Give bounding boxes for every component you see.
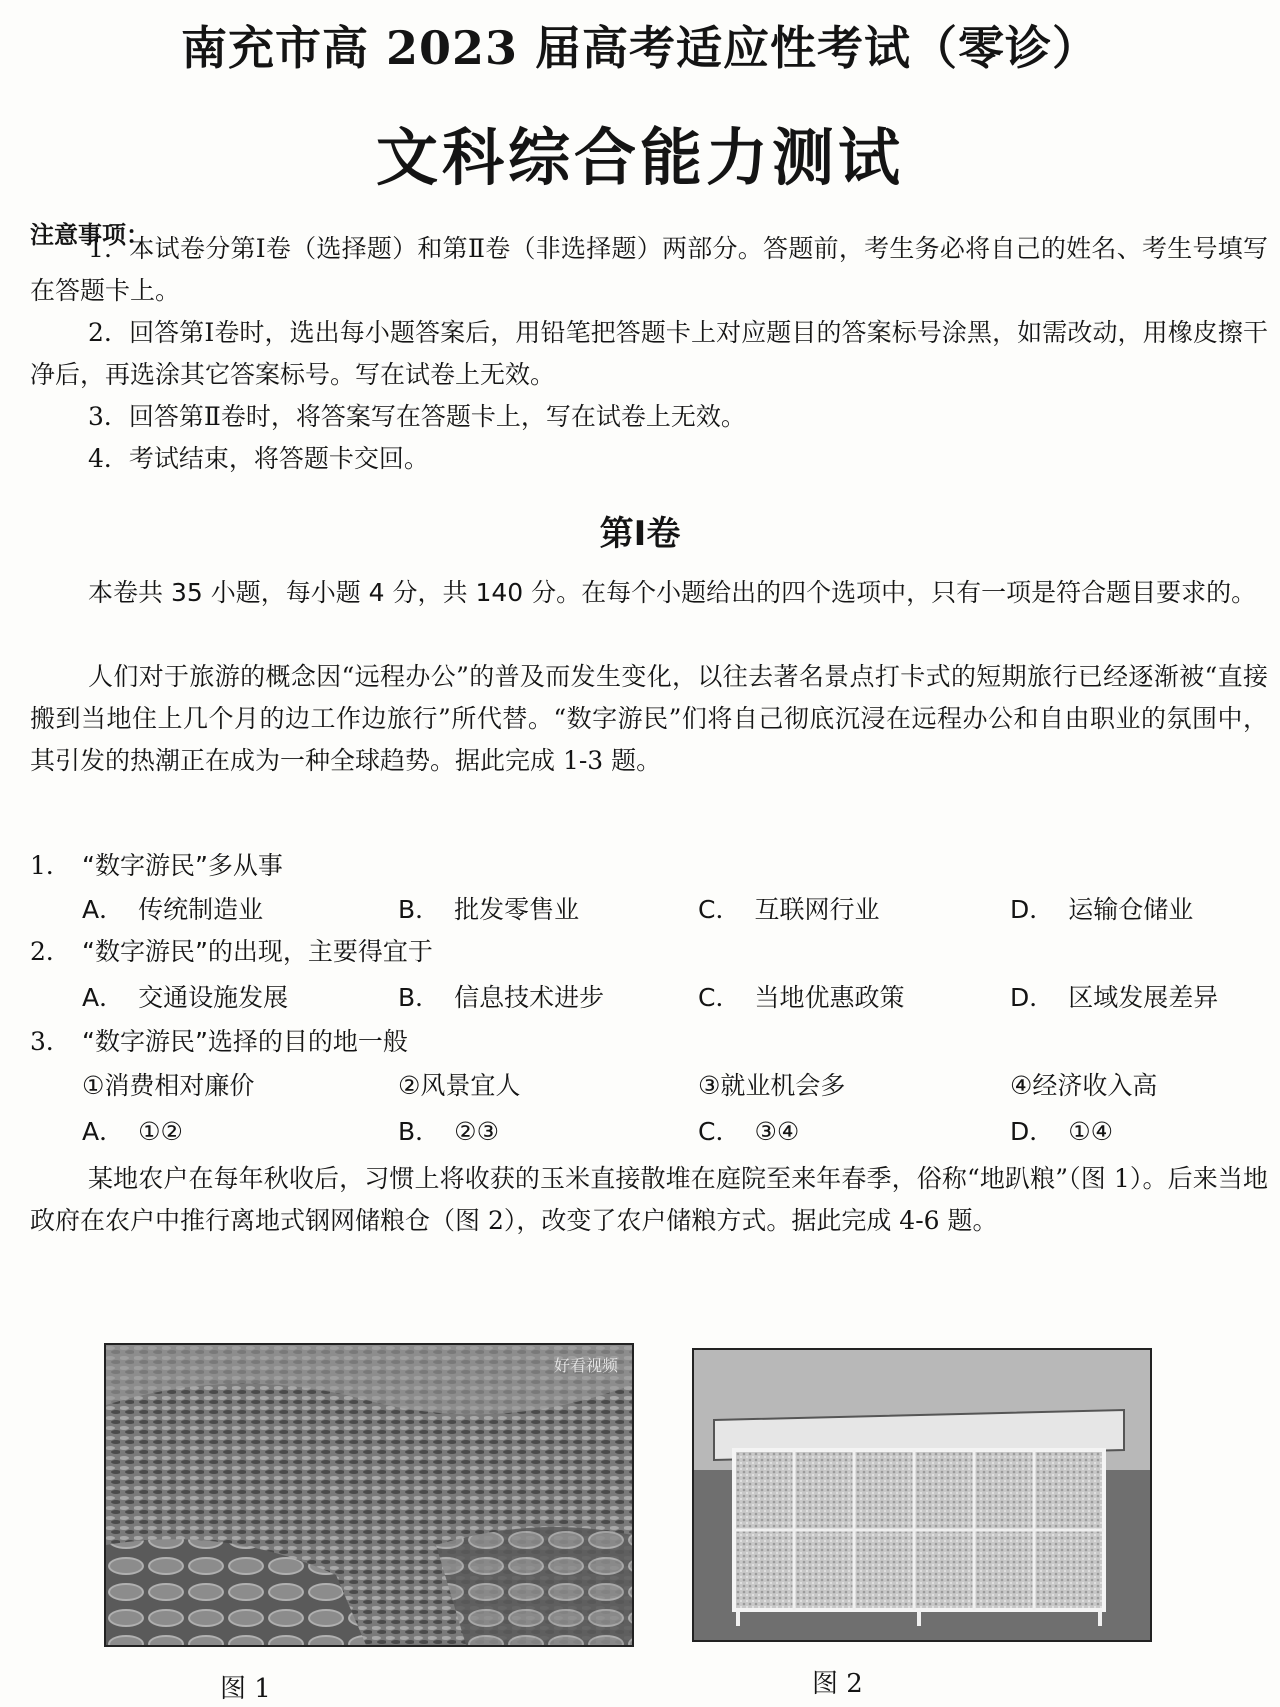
question-stem: “数字游民”多从事 xyxy=(82,851,283,880)
option-text: ①② xyxy=(138,1117,183,1146)
section-intro: 本卷共 35 小题，每小题 4 分，共 140 分。在每个小题给出的四个选项中，只有一项是符合题目要求的。 xyxy=(88,578,1257,607)
question-number: 3． xyxy=(30,1027,71,1056)
q3-choice-3: ③就业机会多 xyxy=(698,1071,846,1100)
question-number: 2． xyxy=(30,937,71,966)
figure-1-corn-pile-photo xyxy=(104,1343,634,1647)
q3-option-b[interactable] xyxy=(398,1112,499,1148)
notice-heading: 注意事项： xyxy=(30,221,150,249)
question-number: 1． xyxy=(30,851,71,880)
option-letter: A． xyxy=(82,983,125,1012)
option-letter: D． xyxy=(1010,895,1055,924)
q3-option-a[interactable] xyxy=(82,1112,183,1148)
option-letter: C． xyxy=(698,895,741,924)
section-title: 第Ⅰ卷 xyxy=(599,514,681,554)
option-letter: B． xyxy=(398,1117,441,1146)
exam-title: 南充市高 2023 届高考适应性考试（零诊） xyxy=(180,21,1100,75)
option-text: 传统制造业 xyxy=(138,895,264,924)
option-letter: A． xyxy=(82,895,125,924)
q3-choice-1: ①消费相对廉价 xyxy=(82,1071,255,1100)
option-text: 信息技术进步 xyxy=(454,983,605,1012)
option-letter: C． xyxy=(698,983,741,1012)
option-letter: D． xyxy=(1010,983,1055,1012)
q3-option-c[interactable] xyxy=(698,1112,799,1148)
q3-choice-2: ②风景宜人 xyxy=(398,1071,521,1100)
q1-option-b[interactable] xyxy=(398,890,579,926)
option-letter: B． xyxy=(398,895,441,924)
passage-1: 人们对于旅游的概念因“远程办公”的普及而发生变化，以往去著名景点打卡式的短期旅行已经逐渐被“直接搬到当地住上几个月的边工作边旅行”所代替。“数字游民”们将自己彻底沉浸在远程办公和自由职业的氛围中，其引发的热潮正在成为一种全球趋势。据此完成 1-3 题。 xyxy=(30,662,1268,775)
option-letter: C． xyxy=(698,1117,741,1146)
exam-subtitle: 文科综合能力测试 xyxy=(375,121,904,194)
passage-2: 某地农户在每年秋收后，习惯上将收获的玉米直接散堆在庭院至来年春季，俗称“地趴粮”（图 1）。后来当地政府在农户中推行离地式钢网储粮仓（图 2），改变了农户储粮方式。据此完成 4-6 题。 xyxy=(30,1164,1268,1235)
question-stem: “数字游民”选择的目的地一般 xyxy=(82,1027,408,1056)
option-text: 运输仓储业 xyxy=(1068,895,1194,924)
q2-option-b[interactable] xyxy=(398,978,604,1014)
option-text: 当地优惠政策 xyxy=(754,983,905,1012)
option-letter: B． xyxy=(398,983,441,1012)
figure-1-caption: 图 1 xyxy=(220,1674,271,1704)
option-text: ①④ xyxy=(1068,1117,1114,1146)
q2-option-a[interactable] xyxy=(82,978,288,1014)
corn-pile-image xyxy=(106,1345,632,1645)
q2-option-c[interactable] xyxy=(698,978,904,1014)
figure-2-caption: 图 2 xyxy=(812,1669,863,1699)
figure-2-granary-photo xyxy=(692,1348,1152,1642)
question-stem: “数字游民”的出现，主要得宜于 xyxy=(82,937,433,966)
notice-item-2: 2．回答第Ⅰ卷时，选出每小题答案后，用铅笔把答题卡上对应题目的答案标号涂黑，如需改动，用橡皮擦干净后，再选涂其它答案标号。写在试卷上无效。 xyxy=(30,318,1268,389)
notice-item-4: 4．考试结束，将答题卡交回。 xyxy=(88,444,429,473)
option-letter: D． xyxy=(1010,1117,1055,1146)
question-1 xyxy=(30,846,283,882)
granary-image xyxy=(694,1350,1150,1640)
option-text: ③④ xyxy=(754,1117,800,1146)
option-text: 交通设施发展 xyxy=(138,983,289,1012)
notice-item-3: 3．回答第Ⅱ卷时，将答案写在答题卡上，写在试卷上无效。 xyxy=(88,402,746,431)
q3-choice-4: ④经济收入高 xyxy=(1010,1071,1158,1100)
q1-option-a[interactable] xyxy=(82,890,263,926)
video-watermark: 好看视频 xyxy=(553,1356,618,1375)
question-2 xyxy=(30,932,433,968)
option-text: 互联网行业 xyxy=(754,895,880,924)
q1-option-d[interactable] xyxy=(1010,890,1193,926)
option-letter: A． xyxy=(82,1117,125,1146)
notice-item-1: 1．本试卷分第Ⅰ卷（选择题）和第Ⅱ卷（非选择题）两部分。答题前，考生务必将自己的姓名、考生号填写在答题卡上。 xyxy=(30,234,1268,305)
q1-option-c[interactable] xyxy=(698,890,879,926)
question-3 xyxy=(30,1022,408,1058)
option-text: 批发零售业 xyxy=(454,895,580,924)
option-text: 区域发展差异 xyxy=(1068,983,1219,1012)
q3-option-d[interactable] xyxy=(1010,1112,1113,1148)
option-text: ②③ xyxy=(454,1117,499,1146)
q2-option-d[interactable] xyxy=(1010,978,1218,1014)
